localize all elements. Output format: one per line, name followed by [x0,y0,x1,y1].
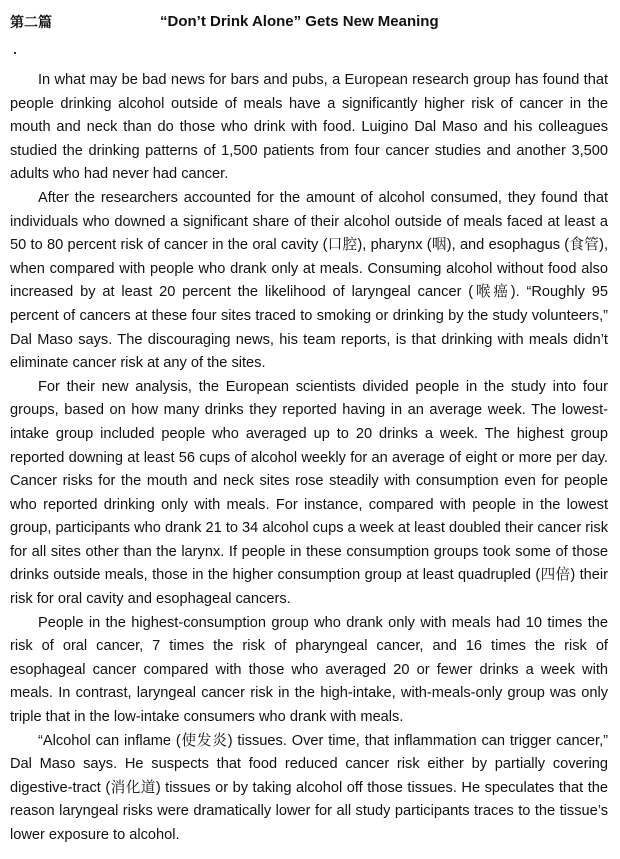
paragraph-5: “Alcohol can inflame (使发炎) tissues. Over time, that inflammation can trigger cancer,” Dal Maso says. He suspects that food reduced cancer risk either by partially covering digestive-tract (消化道) tissues or by taking alcohol off those tissues. He speculates that the reason laryngeal risks were dramatically lower for all study participants traces to the tissue’s lower exposure to alcohol. [10,732,608,843]
section-label: 第二篇 [10,15,52,31]
paragraph-1: In what may be bad news for bars and pubs, a European research group has found that people drinking alcohol outside of meals have a significantly higher risk of cancer in the mouth and neck than do those who drink with food. Luigino Dal Maso and his colleagues studied the drinking patterns of 1,500 patients from four cancer studies and another 3,500 adults who had never had cancer. [10,72,608,183]
paragraph-2: After the researchers accounted for the amount of alcohol consumed, they found that individuals who downed a significant share of their alcohol outside of meals faced at least a 50 to 80 percent risk of cancer in the oral cavity (口腔), pharynx (咽), and esophagus (食管), when compared with people who drank only at meals. Consuming alcohol without food also increased by at least 20 percent the likelihood of laryngeal cancer (喉癌). “Roughly 95 percent of cancers at these four sites traced to smoking or drinking by the study volunteers,” Dal Maso says. The discouraging news, his team reports, is that drinking with meals didn’t eliminate cancer risk at any of the sites. [10,189,608,372]
paragraph-3: For their new analysis, the European scientists divided people in the study into four groups, based on how many drinks they reported having in an average week. The lowest-intake group included people who averaged up to 20 drinks a week. The highest group reported downing at least 56 cups of alcohol weekly for an average of eight or more per day. Cancer risks for the mouth and neck sites rose steadily with consumption even for people who reported drinking only with meals. For instance, compared with people in the lowest group, participants who drank 21 to 34 alcohol cups a week at least doubled their cancer risk for all sites other than the larynx. If people in these consumption groups took some of those drinks outside meals, those in the higher consumption group at least quadrupled (四倍) their risk for oral cavity and esophageal cancers. [10,378,608,608]
paragraph-4: People in the highest-consumption group who drank only with meals had 10 times the risk of oral cancer, 7 times the risk of pharyngeal cancer, and 16 times the risk of esophageal cancer compared with those who averaged 20 or fewer drinks a week with meals. In contrast, laryngeal cancer risk in the high-intake, with-meals-only group was only triple that in the low-intake consumers who drank with meals. [10,614,608,726]
scan-speck [14,52,16,54]
article-title: “Don’t Drink Alone” Gets New Meaning [160,13,439,30]
header [10,8,608,36]
article-body [10,69,608,848]
